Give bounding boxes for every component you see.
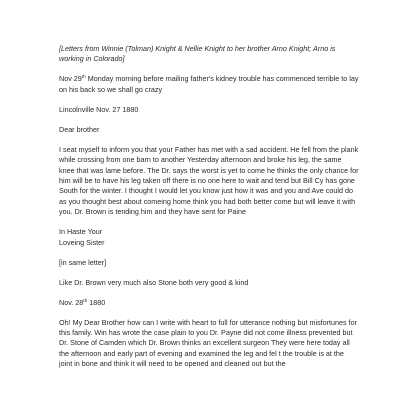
- postscript-note: [59, 74, 359, 95]
- closing-signature: Loveing Sister: [59, 237, 105, 247]
- postscript-line: Like Dr. Brown very much also Stone both very good & kind: [59, 277, 249, 287]
- second-date-prefix: Nov. 28: [59, 297, 84, 307]
- editorial-note: [in same letter]: [59, 257, 107, 267]
- header-note: [Letters from Winnie (Tolman) Knight & Nellie Knight to her brother Arno Knight; Arno is working in Colorado]: [59, 44, 336, 64]
- place-date: Lincolnville Nov. 27 1880: [59, 104, 139, 114]
- letter-text: [59, 44, 359, 379]
- second-date: [59, 298, 359, 308]
- body-paragraph: I seat myself to inform you that your Father has met with a sad accident. He fell from the plank while crossing from one barn to another Yesterday afternoon and broke his leg, the same knee that was lame before. The Dr. says the worst is yet to come he thinks the only chance for him will be to have his leg taken off there is no one here to wait and tend but Bill Cy has gone South for the winter. I thought I would let you know just how it was and you and Ave could do as you thought best about comeing home think you had both better come but will leave it with you. Dr. Brown is tending him and they have sent for Paine: [59, 144, 359, 217]
- closing-line: In Haste Your: [59, 227, 103, 237]
- second-date-year: 1880: [87, 297, 106, 307]
- note-date-suffix: th: [81, 75, 86, 81]
- note-date: Nov 29: [59, 74, 82, 84]
- note-text: Monday morning before mailing father's kidney trouble has commenced terrible to lay on his back so we shall go crazy: [59, 74, 359, 94]
- salutation: Dear brother: [59, 124, 100, 134]
- second-paragraph: Oh! My Dear Brother how can I write with heart to full for utterance nothing but misfortunes for this family. Win has wrote the case plain to you Dr. Payne did not come illness prevented but Dr. Stone of Camden which Dr. Brown thinks an excellent surgeon They were here today all the afternoon and early part of evening and examined the leg and fel t the trouble is at the joint in bone and think it will need to be opened and cleaned out but the: [59, 317, 358, 369]
- second-date-suffix-sup: th: [83, 298, 88, 304]
